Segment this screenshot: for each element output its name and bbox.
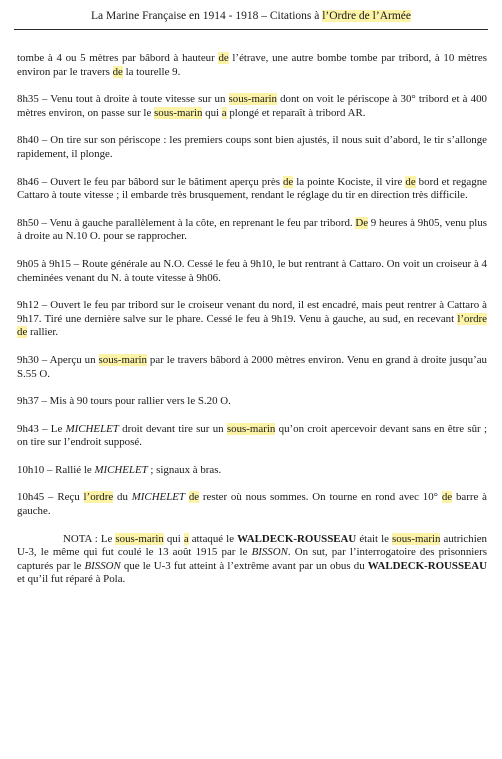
log-paragraph (17, 52, 487, 79)
highlighted-term: de (188, 491, 200, 504)
ship-name: MICHELET (65, 422, 119, 435)
text-segment: droit devant tire sur un (118, 422, 227, 435)
text-segment: ; signaux à bras. (147, 463, 222, 476)
text-segment: qui (163, 532, 184, 545)
text-segment: autrichien U-3, le même qui fut coulé le 13 août 1915 par le (17, 532, 487, 559)
text-segment: 9h12 – Ouvert le feu par tribord sur le croiseur venant du nord, il est encadré, mais peut rentrer à Cattaro à 9h17. Tiré une dernière salve sur le phare. Cessé le feu à 9h19. Venu à gauche, au sud, en recevant (17, 299, 487, 325)
highlighted-term: de (218, 52, 229, 64)
header-title-highlight: l’Ordre de l’Armée (322, 10, 411, 22)
highlighted-term: de (112, 65, 123, 78)
highlighted-term: a (183, 532, 189, 545)
log-paragraph (17, 354, 487, 381)
document-body (17, 52, 487, 601)
highlighted-term: De (355, 216, 369, 229)
highlighted-term: sous-marin (392, 532, 441, 545)
text-segment: l’étrave, une autre bombe tombe par tribord, à 10 mètres environ par le travers (17, 52, 487, 78)
highlighted-term: de (405, 175, 416, 188)
text-segment: NOTA : Le (63, 532, 116, 545)
text-segment: plongé et reparaît à tribord AR. (226, 106, 366, 119)
highlighted-term: sous-marin (226, 422, 276, 435)
log-paragraph (17, 395, 487, 409)
text-segment: 9h05 à 9h15 – Route générale au N.O. Cessé le feu à 9h10, le but rentrant à Cattaro. On voit un croiseur à 4 cheminées venant du N. à toute vitesse à 9h06. (17, 257, 487, 284)
ship-name: MICHELET (131, 491, 185, 504)
highlighted-term: de (441, 491, 453, 504)
text-segment: 10h45 – Reçu (17, 491, 84, 504)
ship-name: BISSON (84, 559, 121, 572)
log-paragraph (17, 176, 487, 203)
ship-name: BISSON (251, 546, 288, 559)
highlighted-term: l’ordre de (17, 312, 487, 339)
text-segment: . On sut, par l’interrogatoire des prisonniers capturés par le (17, 546, 487, 572)
text-segment: 9 heures à 9h05, venu plus à droite au N.10 O. pour se rapprocher. (17, 216, 488, 243)
text-segment: dont on voit le périscope à 30° tribord et à 400 mètres environ, on passe sur le (17, 93, 487, 119)
text-segment: 9h43 – Le (17, 422, 66, 435)
log-paragraph (17, 464, 487, 478)
text-segment: 9h37 – Mis à 90 tours pour rallier vers le S.20 O. (17, 395, 231, 408)
header-title: La Marine Française en 1914 - 1918 – Citations à (91, 10, 323, 22)
highlighted-term: de (282, 175, 294, 188)
text-segment: la tourelle 9. (122, 65, 181, 78)
text-segment: était le (356, 532, 393, 545)
text-segment: et qu’il fut réparé à Pola. (17, 573, 126, 586)
highlighted-term: l’ordre (83, 491, 114, 504)
highlighted-term: sous-marin (228, 93, 277, 106)
log-paragraph (17, 258, 487, 285)
log-paragraph (17, 217, 487, 244)
text-segment: 8h46 – Ouvert le feu par bâbord sur le bâtiment aperçu près (17, 175, 283, 188)
log-paragraph (17, 93, 487, 120)
text-segment: 9h30 – Aperçu un (17, 353, 99, 366)
text-segment: qu’on croit apercevoir devant sans en être sûr ; on tire sur l’endroit supposé. (17, 422, 487, 449)
text-segment: que le U-3 fut atteint à l’extrême avant par un obus du (120, 559, 368, 572)
highlighted-term: sous-marin (98, 353, 147, 366)
text-segment: qui (202, 106, 222, 119)
text-segment: par le travers bâbord à 2000 mètres environ. Venu en grand à droite jusqu’au S.55 O. (17, 353, 487, 380)
nota-paragraph (17, 533, 487, 587)
ship-name: MICHELET (94, 463, 148, 476)
text-segment: 8h40 – On tire sur son périscope : les premiers coups sont bien ajustés, il nous suit d’abord, le tir s’allonge rapidement, il plonge. (17, 134, 487, 160)
highlighted-term: a (221, 106, 227, 119)
log-paragraph (17, 134, 487, 161)
log-paragraph (17, 299, 487, 340)
log-paragraph (17, 423, 487, 450)
ship-name-bold: WALDECK-ROUSSEAU (367, 559, 488, 572)
text-segment: 10h10 – Rallié le (17, 463, 95, 476)
ship-name-bold: WALDECK-ROUSSEAU (237, 532, 357, 545)
highlighted-term: sous-marin (154, 106, 203, 119)
text-segment: 8h35 – Venu tout à droite à toute vitesse sur un (17, 93, 229, 106)
log-paragraph (17, 491, 487, 518)
text-segment: rester où nous sommes. On tourne en rond avec 10° (199, 491, 442, 504)
header-rule (14, 29, 488, 30)
text-segment: barre à gauche. (17, 491, 487, 518)
text-segment: la pointe Kociste, il vire (293, 175, 406, 188)
text-segment: bord et regagne Cattaro à toute vitesse ; il embarde très brusquement, rendant le réglage du tir en direction très difficile. (17, 175, 487, 202)
page-header (0, 9, 502, 23)
text-segment: rallier. (27, 326, 59, 339)
text-segment: attaqué le (188, 532, 238, 545)
text-segment: 8h50 – Venu à gauche parallèlement à la côte, en reprenant le feu par tribord. (17, 216, 356, 229)
highlighted-term: sous-marin (115, 532, 164, 545)
text-segment: tombe à 4 ou 5 mètres par bâbord à hauteur (17, 52, 219, 64)
text-segment: du (113, 491, 132, 504)
